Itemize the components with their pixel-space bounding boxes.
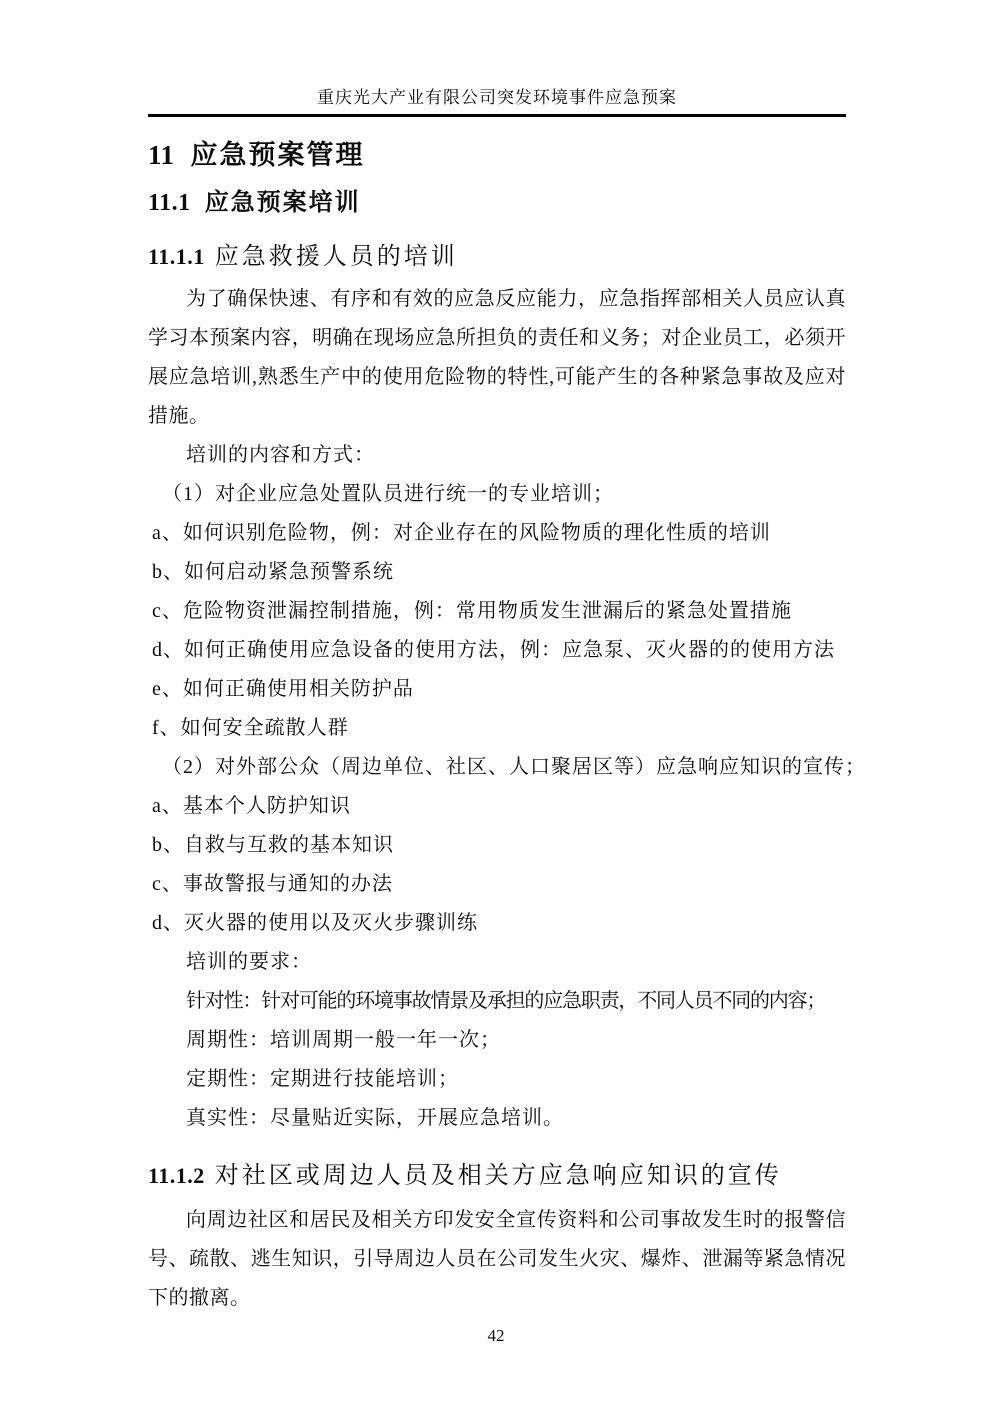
heading-sub2-title: 对社区或周边人员及相关方应急响应知识的宣传 <box>214 1163 782 1189</box>
text-line: d、如何正确使用应急设备的使用方法，例：应急泵、灭火器的的使用方法 <box>152 639 835 661</box>
heading-sub2 <box>148 1160 846 1192</box>
text-line: a、如何识别危险物，例：对企业存在的风险物质的理化性质的培训 <box>152 522 771 544</box>
heading-section-title: 应急预案培训 <box>204 189 361 216</box>
heading-chapter-number: 11 <box>148 140 175 170</box>
heading-chapter-title: 应急预案管理 <box>190 140 365 170</box>
text-line: a、基本个人防护知识 <box>152 795 351 817</box>
text-line: b、自救与互救的基本知识 <box>152 834 394 856</box>
text-line: b、如何启动紧急预警系统 <box>152 561 394 583</box>
text-line: 真实性：尽量贴近实际，开展应急培训。 <box>186 1107 564 1129</box>
page-number: 42 <box>487 1326 505 1345</box>
text-line: 定期性：定期进行技能培训； <box>186 1068 459 1090</box>
heading-section <box>148 187 846 219</box>
text-line: f、如何安全疏散人群 <box>152 717 349 739</box>
text-line: c、危险物资泄漏控制措施，例：常用物质发生泄漏后的紧急处置措施 <box>152 600 792 622</box>
training-lines <box>148 436 866 1138</box>
heading-sub1 <box>148 241 846 273</box>
heading-sub1-number: 11.1.1 <box>148 244 205 269</box>
text-line: （1）对企业应急处置队员进行统一的专业培训； <box>162 483 614 505</box>
header-title: 重庆光大产业有限公司突发环境事件应急预案 <box>317 88 677 107</box>
text-line: 针对性：针对可能的环境事故情景及承担的应急职责，不同人员不同的内容； <box>186 990 826 1012</box>
paragraph-community: 向周边社区和居民及相关方印发安全宣传资料和公司事故发生时的报警信号、疏散、逃生知识，引导周边人员在公司发生火灾、爆炸、泄漏等紧急情况下的撤离。 <box>148 1209 846 1309</box>
paragraph-training-intro: 为了确保快速、有序和有效的应急反应能力，应急指挥部相关人员应认真学习本预案内容，明确在现场应急所担负的责任和义务；对企业员工，必须开展应急培训,熟悉生产中的使用危险物的特性,可能产生的各种紧急事故及应对措施。 <box>148 288 846 427</box>
text-line: c、事故警报与通知的办法 <box>152 873 393 895</box>
heading-sub1-title: 应急救援人员的培训 <box>214 244 458 270</box>
page-header <box>148 0 846 117</box>
text-line: （2）对外部公众（周边单位、社区、人口聚居区等）应急响应知识的宣传； <box>162 756 866 778</box>
text-line: 培训的内容和方式： <box>186 444 375 466</box>
document-body <box>0 137 992 1318</box>
heading-chapter <box>148 137 846 173</box>
text-line: e、如何正确使用相关防护品 <box>152 678 414 700</box>
heading-sub2-number: 11.1.2 <box>148 1163 205 1188</box>
page-footer <box>0 1326 992 1346</box>
text-line: 周期性：培训周期一般一年一次； <box>186 1029 501 1051</box>
text-line: 培训的要求： <box>186 951 312 973</box>
text-line: d、灭火器的使用以及灭火步骤训练 <box>152 912 478 934</box>
heading-section-number: 11.1 <box>148 190 191 216</box>
